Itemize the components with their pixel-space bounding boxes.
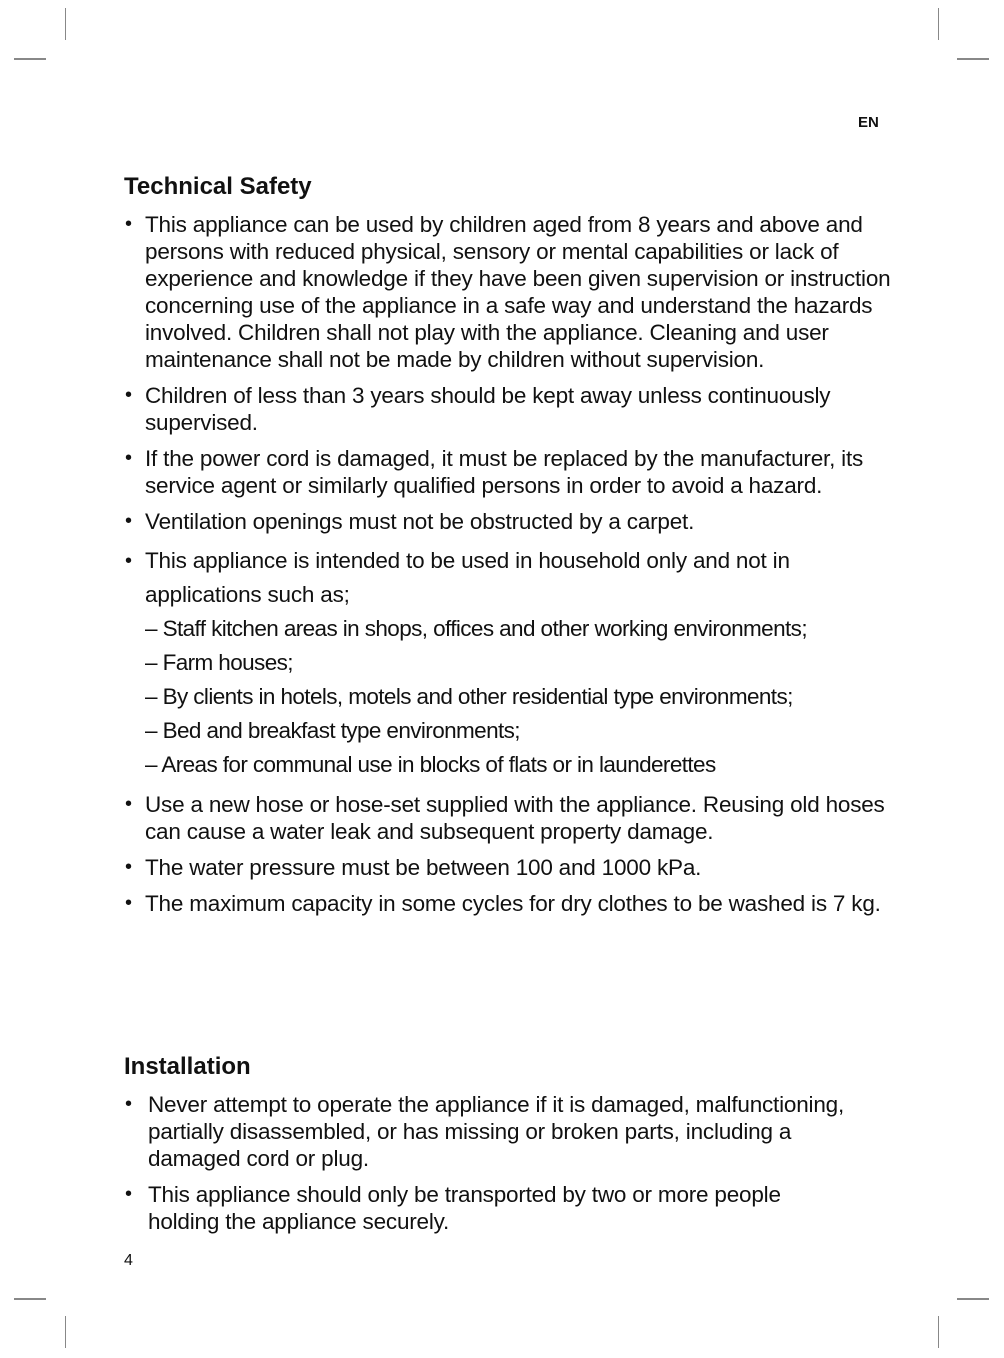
crop-mark-top-left-vertical — [65, 8, 66, 40]
bullet-icon: • — [125, 384, 132, 406]
list-item — [124, 1091, 848, 1172]
list-item — [124, 445, 904, 499]
bullet-list — [124, 1091, 904, 1235]
crop-mark-bottom-right-horizontal — [957, 1298, 989, 1300]
bullet-icon: • — [125, 550, 132, 572]
sub-list-item: – Bed and breakfast type environments; — [145, 718, 520, 743]
crop-mark-top-right-horizontal — [957, 58, 989, 60]
bullet-icon: • — [125, 447, 132, 469]
list-item — [124, 791, 904, 845]
crop-mark-bottom-right-vertical — [938, 1316, 939, 1348]
list-item-text: Never attempt to operate the appliance if it is damaged, malfunctioning, partially disassembled, or has missing or broken parts, including a damaged cord or plug. — [148, 1092, 845, 1171]
list-item-text: Use a new hose or hose-set supplied with the appliance. Reusing old hoses can cause a water leak and subsequent property damage. — [145, 792, 885, 844]
section-heading: Installation — [124, 1053, 251, 1080]
list-item-text: This appliance can be used by children aged from 8 years and above and persons with reduced physical, sensory or mental capabilities or lack of experience and knowledge if they have been given supervision or instruction concerning use of the appliance in a safe way and understand the hazards involved. Children shall not play with the appliance. Cleaning and user maintenance shall not be made by children without supervision. — [145, 212, 891, 372]
sub-list-item: – Areas for communal use in blocks of flats or in launderettes — [145, 752, 716, 777]
list-item-text: The water pressure must be between 100 and 1000 kPa. — [145, 855, 702, 880]
section-technical-safety — [124, 172, 904, 917]
bullet-icon: • — [125, 1093, 132, 1115]
crop-mark-top-right-vertical — [938, 8, 939, 40]
page-number: 4 — [124, 1252, 133, 1269]
sub-list-item: – By clients in hotels, motels and other residential type environments; — [145, 684, 793, 709]
section-heading: Technical Safety — [124, 173, 312, 200]
bullet-icon: • — [125, 510, 132, 532]
bullet-icon: • — [125, 856, 132, 878]
list-item — [124, 211, 904, 373]
list-item-text: The maximum capacity in some cycles for dry clothes to be washed is 7 kg. — [145, 891, 881, 916]
list-item-text: Children of less than 3 years should be kept away unless continuously supervised. — [145, 383, 831, 435]
section-installation — [124, 1052, 904, 1235]
list-item — [124, 890, 904, 917]
list-item — [124, 1181, 848, 1235]
language-label: EN — [858, 114, 879, 131]
bullet-icon: • — [125, 213, 132, 235]
list-item-text: Ventilation openings must not be obstructed by a carpet. — [145, 509, 695, 534]
crop-mark-bottom-left-horizontal — [14, 1298, 46, 1300]
list-item-text: If the power cord is damaged, it must be replaced by the manufacturer, its service agent or similarly qualified persons in order to avoid a hazard. — [145, 446, 864, 498]
bullet-list — [124, 211, 904, 917]
bullet-icon: • — [125, 1183, 132, 1205]
sub-list-item: – Farm houses; — [145, 650, 293, 675]
list-item — [124, 382, 904, 436]
list-item — [124, 854, 904, 881]
list-item-text: This appliance should only be transported by two or more people holding the appliance securely. — [148, 1182, 781, 1234]
crop-mark-top-left-horizontal — [14, 58, 46, 60]
crop-mark-bottom-left-vertical — [65, 1316, 66, 1348]
bullet-icon: • — [125, 793, 132, 815]
list-item-text: This appliance is intended to be used in household only and not in applications such as; — [145, 548, 790, 607]
sub-list-item: – Staff kitchen areas in shops, offices and other working environments; — [145, 616, 807, 641]
list-item — [124, 508, 904, 535]
list-item — [124, 544, 904, 782]
bullet-icon: • — [125, 892, 132, 914]
